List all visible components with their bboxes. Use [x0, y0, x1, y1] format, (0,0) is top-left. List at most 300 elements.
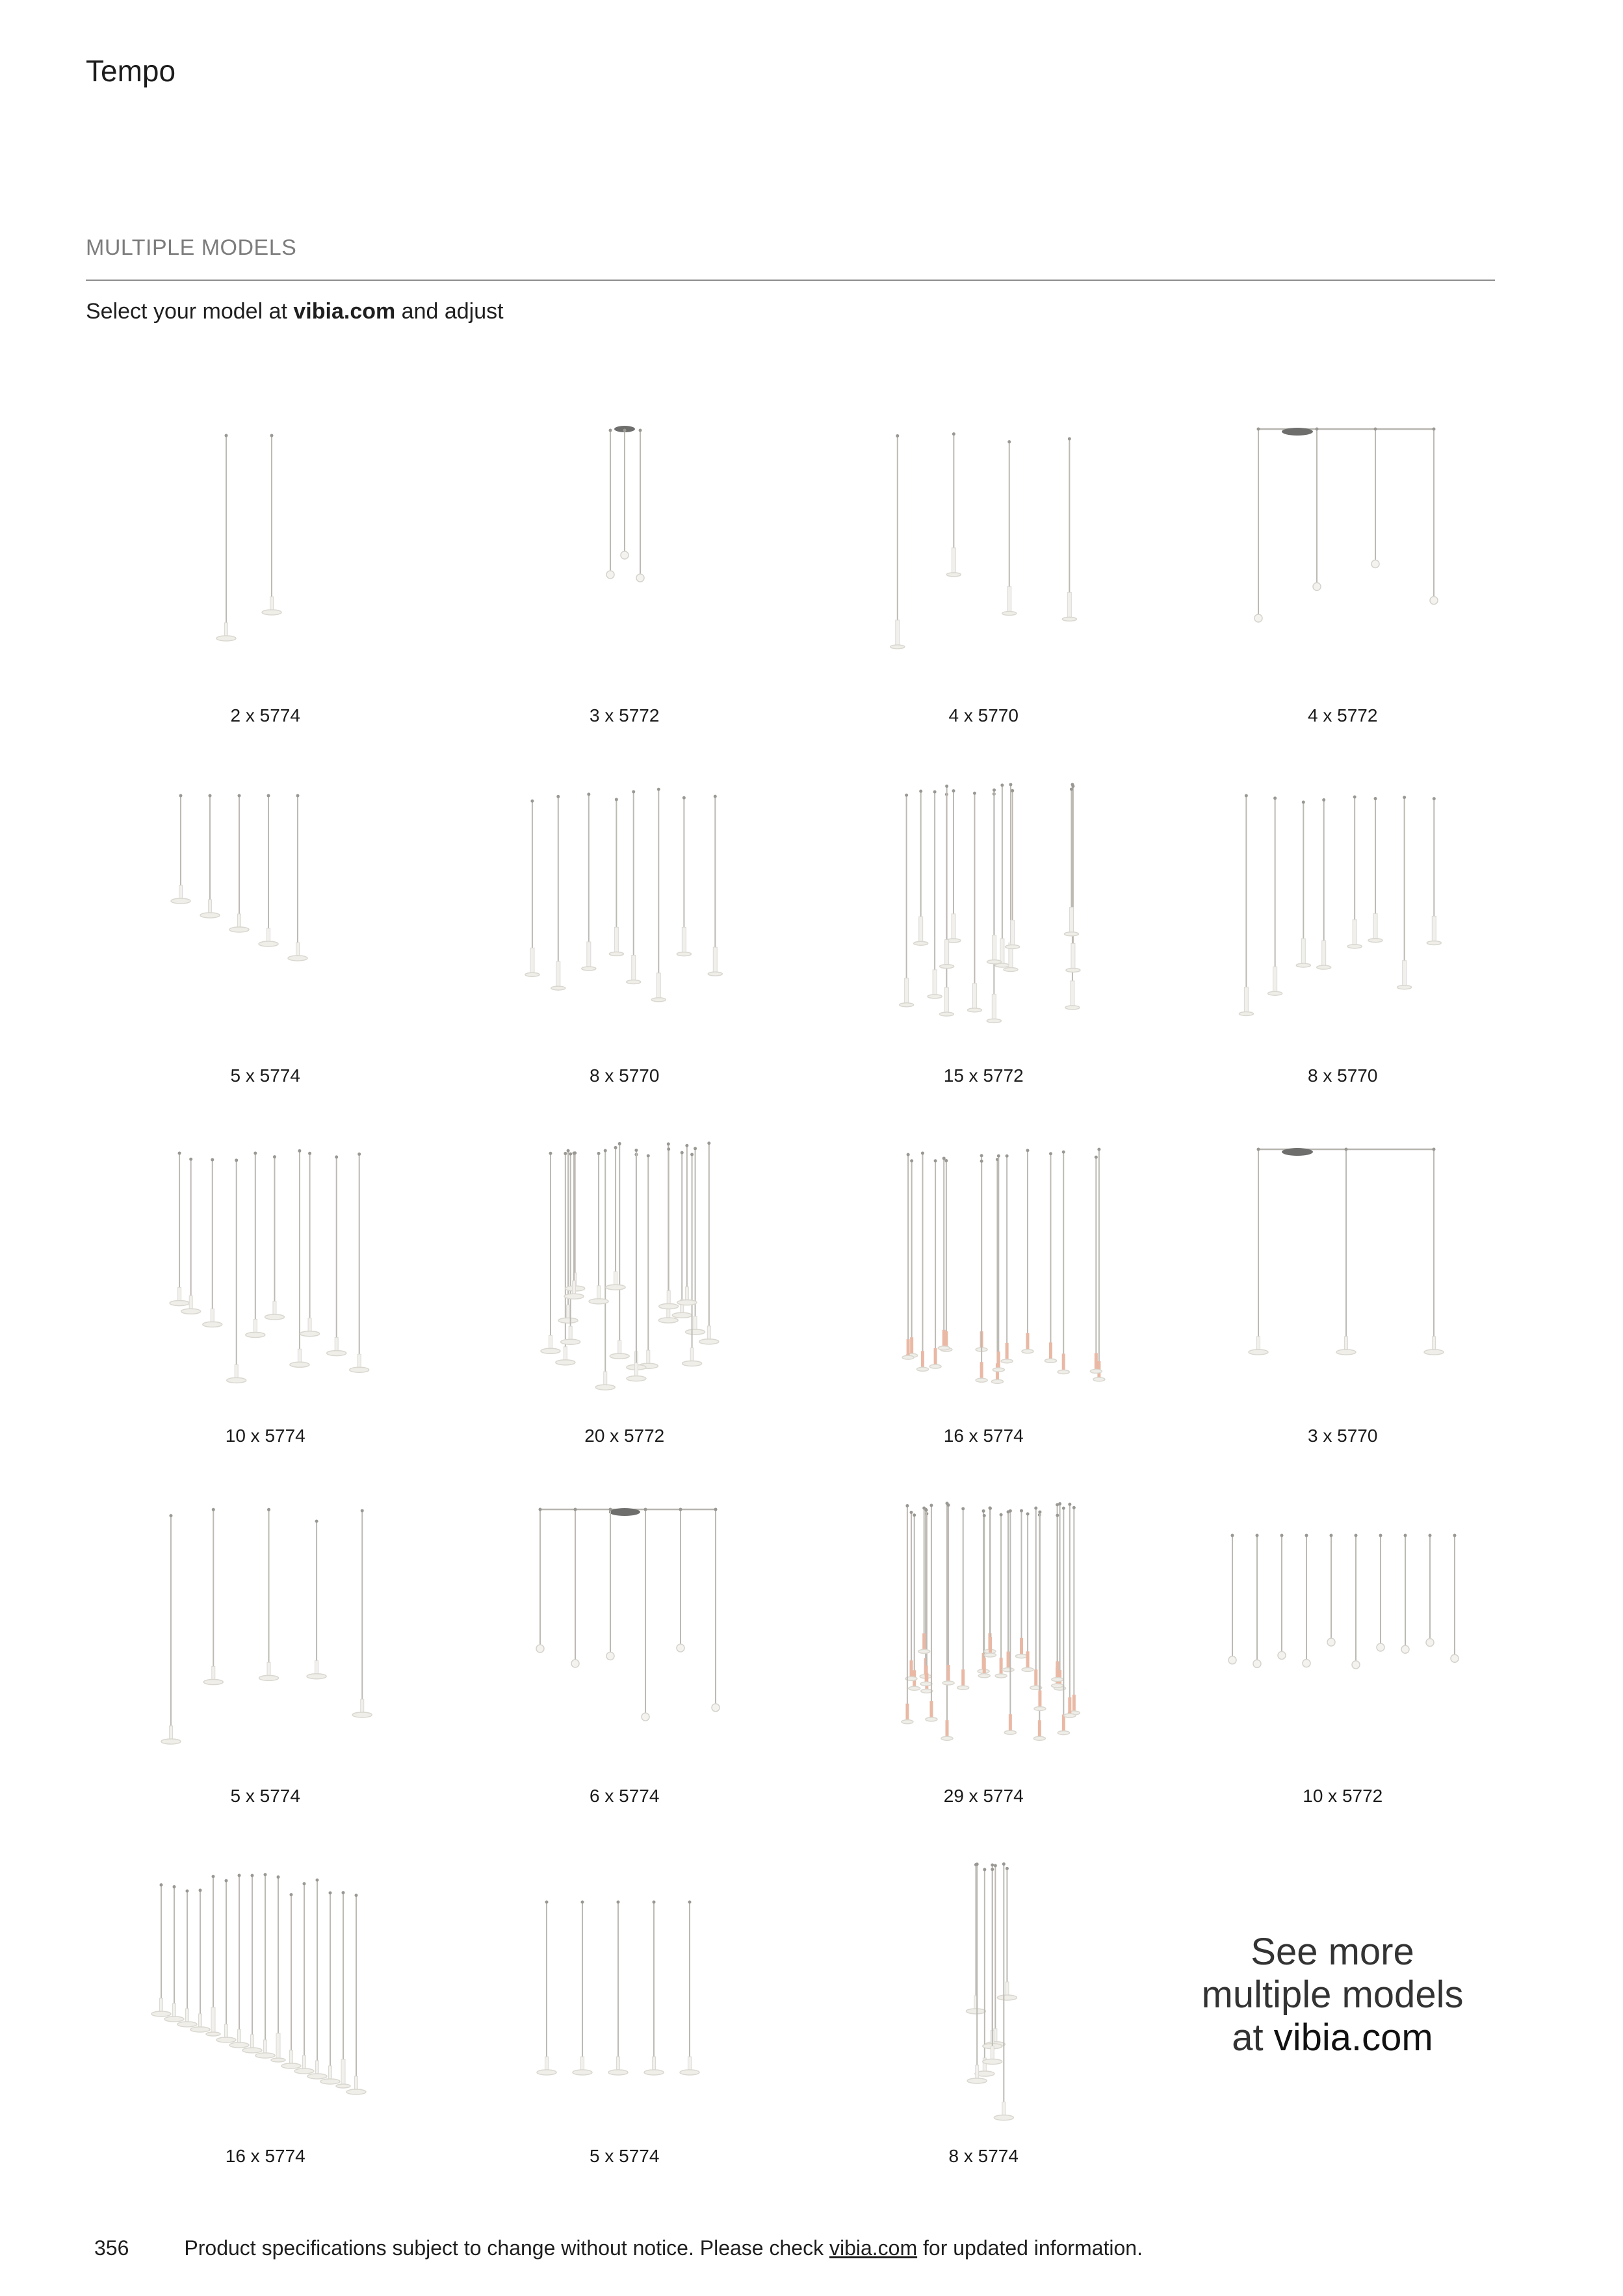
- ceiling-rose: [315, 1520, 318, 1523]
- lamp-glow: [905, 1704, 909, 1721]
- ceiling-rose: [1379, 1534, 1382, 1537]
- globe-diffuser: [536, 1645, 544, 1652]
- lamp-body: [991, 2046, 994, 2060]
- lamp-tube: [1067, 592, 1071, 618]
- model-card[interactable]: [1163, 1136, 1523, 1496]
- ceiling-rose: [614, 1146, 617, 1149]
- lamp-body: [308, 1318, 311, 1333]
- lamp-body: [566, 1305, 569, 1319]
- disc-diffuser: [564, 1294, 584, 1299]
- disc-diffuser: [1066, 968, 1080, 972]
- model-illustration: [135, 1136, 395, 1422]
- ceiling-rose: [169, 1514, 172, 1517]
- model-card[interactable]: [1163, 416, 1523, 776]
- disc-diffuser: [966, 2009, 985, 2014]
- lamp-body: [251, 2035, 254, 2049]
- ceiling-rose: [942, 1156, 946, 1160]
- ceiling-rose: [679, 1508, 682, 1511]
- disc-diffuser: [265, 1314, 284, 1320]
- ceiling-rose: [296, 794, 300, 798]
- lamp-glow: [1020, 1638, 1023, 1655]
- model-illustration: [1213, 1496, 1473, 1782]
- disc-diffuser: [967, 1008, 981, 1012]
- disc-diffuser: [551, 986, 565, 990]
- lamp-tube: [1011, 920, 1015, 946]
- disc-diffuser: [987, 960, 1002, 964]
- footer-link[interactable]: vibia.com: [829, 2236, 918, 2260]
- lamp-body: [564, 1347, 567, 1361]
- lamp-body: [1344, 1337, 1347, 1351]
- disc-diffuser: [246, 1332, 265, 1337]
- disc-diffuser: [320, 2079, 340, 2084]
- model-illustration: [853, 1857, 1113, 2143]
- ceiling-rose: [298, 1149, 301, 1153]
- model-caption: 10 x 5772: [1303, 1786, 1383, 1806]
- ceiling-rose: [617, 1142, 621, 1145]
- lamp-glow: [947, 1665, 950, 1682]
- lamp-body: [235, 1364, 238, 1379]
- disc-diffuser: [1267, 991, 1282, 995]
- lamp-body: [1002, 2102, 1006, 2117]
- lamp-body: [603, 1372, 606, 1386]
- disc-diffuser: [658, 1304, 678, 1309]
- intro-text: [86, 299, 504, 324]
- disc-diffuser: [151, 2011, 171, 2016]
- globe-diffuser: [1451, 1654, 1459, 1662]
- disc-diffuser: [685, 1329, 705, 1335]
- footer-suffix: for updated information.: [917, 2236, 1143, 2260]
- disc-diffuser: [916, 1367, 928, 1371]
- lamp-glow: [989, 1637, 992, 1654]
- globe-diffuser: [621, 551, 629, 559]
- lamp-tube: [530, 948, 534, 974]
- see-more-block: [1118, 1931, 1547, 2059]
- ceiling-rose: [1034, 1507, 1037, 1510]
- ceiling-rose: [1002, 1862, 1006, 1866]
- ceiling-rose: [225, 1879, 228, 1883]
- section-label: MULTIPLE MODELS: [86, 235, 297, 260]
- ceiling-rose: [335, 1155, 338, 1158]
- model-illustration: [495, 1857, 755, 2143]
- lamp-glow: [1026, 1651, 1030, 1668]
- disc-diffuser: [995, 1674, 1007, 1678]
- ceiling-rose: [652, 1901, 655, 1904]
- disc-diffuser: [626, 1376, 645, 1381]
- disc-diffuser: [229, 2042, 249, 2048]
- ceiling-rose: [597, 1152, 600, 1155]
- lamp-body: [652, 2057, 655, 2071]
- lamp-body: [316, 2061, 319, 2075]
- ceiling-rose: [225, 434, 228, 437]
- model-illustration: [495, 776, 755, 1062]
- lamp-tube: [1244, 987, 1248, 1013]
- lamp-tube: [276, 2033, 280, 2059]
- footer-prefix: Product specifications subject to change without notice. Please check: [184, 2236, 829, 2260]
- models-grid: [86, 416, 1522, 2184]
- model-caption: 2 x 5774: [230, 705, 300, 725]
- disc-diffuser: [1052, 1684, 1063, 1688]
- lamp-tube: [972, 984, 976, 1010]
- ceiling-rose: [530, 800, 534, 803]
- ceiling-rose: [1020, 1509, 1023, 1513]
- ceiling-rose: [1305, 1534, 1308, 1537]
- lamp-tube: [992, 994, 996, 1020]
- ceiling-rose: [623, 429, 626, 432]
- ceiling-rose: [235, 1158, 238, 1162]
- disc-diffuser: [336, 2084, 350, 2088]
- ceiling-rose: [587, 792, 590, 796]
- disc-diffuser: [983, 2059, 1002, 2064]
- disc-diffuser: [914, 941, 928, 945]
- model-card[interactable]: [445, 1136, 805, 1496]
- ceiling-rose: [991, 1868, 994, 1871]
- ceiling-rose: [1007, 440, 1011, 443]
- lamp-glow: [983, 1658, 986, 1675]
- lamp-body: [1432, 1337, 1435, 1351]
- disc-diffuser: [993, 1368, 1004, 1372]
- ceiling-rose: [643, 1508, 647, 1511]
- disc-diffuser: [307, 1674, 326, 1679]
- lamp-tube: [341, 2059, 345, 2085]
- lamp-tube: [211, 2007, 215, 2033]
- lamp-tube: [1301, 939, 1305, 965]
- ceiling-rose: [1256, 428, 1260, 431]
- see-more-line2: multiple models: [1201, 1974, 1464, 2016]
- disc-diffuser: [203, 1680, 223, 1685]
- lamp-body: [315, 1661, 318, 1675]
- ceiling-rose: [1070, 788, 1073, 791]
- disc-diffuser: [1427, 941, 1441, 945]
- globe-diffuser: [1426, 1639, 1434, 1647]
- ceiling-rose: [608, 1508, 612, 1511]
- lamp-tube: [919, 917, 923, 943]
- disc-diffuser: [170, 1301, 189, 1306]
- lamp-tube: [952, 914, 955, 940]
- lamp-glow: [961, 1669, 965, 1686]
- ceiling-rose: [690, 1153, 694, 1156]
- disc-diffuser: [658, 1318, 678, 1323]
- lamp-tube: [945, 940, 949, 966]
- globe-diffuser: [1303, 1660, 1310, 1667]
- lamp-tube: [1321, 941, 1325, 967]
- model-card[interactable]: [804, 776, 1163, 1136]
- lamp-glow: [1034, 1669, 1037, 1686]
- model-caption: 6 x 5774: [590, 1786, 660, 1806]
- ceiling-rose: [1230, 1534, 1234, 1537]
- lamp-glow: [980, 1362, 983, 1379]
- ceiling-canopy: [609, 1508, 640, 1516]
- ceiling-rose: [713, 795, 716, 798]
- ceiling-rose: [549, 1152, 552, 1155]
- disc-diffuser: [262, 610, 281, 615]
- ceiling-rose: [1329, 1534, 1332, 1537]
- ceiling-rose: [656, 788, 660, 791]
- disc-diffuser: [928, 995, 942, 998]
- lamp-glow: [946, 1720, 949, 1737]
- ceiling-rose: [342, 1891, 345, 1894]
- ceiling-rose: [945, 785, 948, 788]
- disc-diffuser: [255, 2053, 275, 2058]
- disc-diffuser: [555, 1360, 575, 1365]
- ceiling-rose: [1026, 1149, 1029, 1152]
- ceiling-rose: [1097, 1148, 1100, 1151]
- ceiling-rose: [238, 794, 241, 798]
- ceiling-rose: [994, 1864, 997, 1867]
- ceiling-rose: [264, 1873, 267, 1876]
- ceiling-rose: [267, 1508, 270, 1511]
- model-card[interactable]: [804, 1136, 1163, 1496]
- disc-diffuser: [1006, 945, 1020, 948]
- lamp-body: [569, 1326, 572, 1340]
- ceiling-rose: [666, 1142, 669, 1145]
- lamp-body: [303, 2055, 306, 2070]
- ceiling-rose: [1256, 1148, 1260, 1151]
- ceiling-rose: [913, 1513, 916, 1517]
- model-card[interactable]: [804, 1857, 1163, 2217]
- model-card[interactable]: [804, 416, 1163, 776]
- disc-diffuser: [699, 1339, 718, 1344]
- ceiling-rose: [603, 1149, 606, 1153]
- model-illustration: [135, 776, 395, 1062]
- globe-diffuser: [677, 1644, 684, 1652]
- ceiling-rose: [1056, 1514, 1059, 1517]
- ceiling-rose: [1068, 437, 1071, 441]
- ceiling-rose: [277, 1875, 280, 1879]
- ceiling-rose: [1403, 1534, 1407, 1537]
- lamp-body: [179, 885, 183, 900]
- ceiling-rose: [1322, 798, 1325, 802]
- ceiling-rose: [688, 1901, 691, 1904]
- lamp-glow: [1072, 1695, 1076, 1712]
- ceiling-rose: [976, 1862, 979, 1866]
- model-card[interactable]: [86, 1136, 445, 1496]
- model-card[interactable]: [445, 1496, 805, 1857]
- disc-diffuser: [918, 1649, 930, 1653]
- globe-diffuser: [712, 1704, 720, 1712]
- lamp-glow: [1056, 1662, 1059, 1678]
- disc-diffuser: [1336, 1350, 1356, 1355]
- ceiling-rose: [178, 1151, 181, 1155]
- disc-diffuser: [1034, 1706, 1046, 1710]
- globe-diffuser: [1401, 1645, 1409, 1653]
- lamp-body: [186, 2009, 189, 2023]
- lamp-glow: [1006, 1343, 1009, 1360]
- ceiling-rose: [910, 1511, 913, 1514]
- disc-diffuser: [909, 1686, 920, 1690]
- model-illustration: [853, 416, 1113, 702]
- model-card[interactable]: [804, 1496, 1163, 1857]
- model-caption: 3 x 5772: [590, 705, 660, 725]
- lamp-body: [298, 1349, 301, 1363]
- disc-diffuser: [900, 1003, 914, 1007]
- ceiling-rose: [564, 1152, 567, 1155]
- globe-diffuser: [1228, 1656, 1236, 1664]
- ceiling-rose: [1403, 796, 1406, 799]
- disc-diffuser: [589, 1299, 608, 1304]
- model-caption: 8 x 5770: [590, 1065, 660, 1086]
- lamp-body: [264, 2040, 267, 2054]
- see-more-link[interactable]: vibia.com: [1273, 2016, 1433, 2059]
- lamp-body: [355, 2076, 358, 2091]
- disc-diffuser: [902, 1355, 914, 1359]
- globe-diffuser: [606, 571, 614, 579]
- disc-diffuser: [680, 2070, 699, 2075]
- lamp-glow: [907, 1339, 910, 1356]
- disc-diffuser: [682, 1361, 701, 1366]
- ceiling-rose: [907, 1153, 910, 1156]
- model-card[interactable]: [1163, 1496, 1523, 1857]
- model-illustration: [853, 776, 1113, 1062]
- disc-diffuser: [1002, 612, 1017, 616]
- ceiling-rose: [919, 790, 922, 793]
- lamp-body: [253, 1319, 257, 1333]
- globe-diffuser: [1278, 1651, 1286, 1659]
- ceiling-rose: [1038, 1510, 1041, 1513]
- ceiling-rose: [545, 1901, 548, 1904]
- lamp-body: [273, 1301, 276, 1316]
- disc-diffuser: [1022, 1350, 1033, 1353]
- model-caption: 8 x 5770: [1308, 1065, 1378, 1086]
- model-illustration: [1213, 776, 1473, 1062]
- lamp-body: [211, 1309, 214, 1323]
- ceiling-rose: [1072, 1506, 1076, 1509]
- lamp-tube: [1432, 917, 1436, 943]
- disc-diffuser: [216, 636, 236, 641]
- ceiling-rose: [680, 1151, 683, 1155]
- disc-diffuser: [294, 2068, 314, 2074]
- ceiling-rose: [973, 792, 976, 795]
- lamp-tube: [1069, 907, 1073, 933]
- disc-diffuser: [1022, 1667, 1033, 1671]
- lamp-body: [634, 1363, 638, 1377]
- ceiling-rose: [1373, 428, 1377, 431]
- ceiling-rose: [209, 794, 212, 798]
- disc-diffuser: [190, 2027, 210, 2032]
- lamp-glow: [1068, 1697, 1071, 1714]
- ceiling-rose: [573, 1508, 577, 1511]
- ceiling-rose: [997, 1155, 1000, 1158]
- model-caption: 20 x 5772: [584, 1426, 665, 1446]
- model-illustration: [135, 1496, 395, 1782]
- ceiling-rose: [638, 429, 642, 432]
- disc-diffuser: [957, 1686, 969, 1689]
- ceiling-rose: [632, 790, 635, 793]
- ceiling-rose: [921, 1151, 924, 1155]
- disc-diffuser: [942, 1681, 954, 1685]
- ceiling-rose: [566, 1149, 569, 1153]
- ceiling-rose: [1354, 1534, 1357, 1537]
- disc-diffuser: [1062, 617, 1076, 621]
- disc-diffuser: [626, 980, 640, 984]
- disc-diffuser: [938, 1346, 950, 1350]
- model-card[interactable]: [86, 1857, 445, 2217]
- disc-diffuser: [595, 1385, 615, 1390]
- lamp-body: [199, 2014, 202, 2028]
- model-illustration: [1213, 416, 1473, 702]
- lamp-body: [1256, 1337, 1260, 1351]
- model-card[interactable]: [86, 1496, 445, 1857]
- model-illustration: [853, 1496, 1113, 1782]
- disc-diffuser: [991, 1379, 1003, 1383]
- model-illustration: [135, 1857, 395, 2143]
- lamp-body: [1006, 1982, 1009, 1996]
- disc-diffuser: [672, 1312, 692, 1318]
- lamp-tube: [1273, 967, 1277, 993]
- lamp-tube: [905, 978, 909, 1004]
- ceiling-rose: [199, 1888, 202, 1892]
- lamp-body: [976, 2065, 979, 2080]
- ceiling-rose: [329, 1891, 332, 1894]
- model-card[interactable]: [86, 776, 445, 1136]
- lamp-body: [688, 2057, 691, 2071]
- disc-diffuser: [352, 1712, 372, 1717]
- disc-diffuser: [708, 972, 722, 976]
- model-card[interactable]: [445, 416, 805, 776]
- model-card[interactable]: [1163, 776, 1523, 1136]
- ceiling-rose: [308, 1152, 311, 1155]
- model-caption: 5 x 5774: [590, 2146, 660, 2166]
- ceiling-rose: [1301, 800, 1305, 803]
- lamp-glow: [1038, 1690, 1041, 1707]
- disc-diffuser: [290, 1362, 309, 1367]
- ceiling-rose: [980, 1154, 983, 1157]
- disc-diffuser: [288, 956, 307, 961]
- ceiling-rose: [1432, 428, 1435, 431]
- globe-diffuser: [1313, 582, 1321, 590]
- model-caption: 5 x 5774: [230, 1786, 300, 1806]
- disc-diffuser: [259, 1675, 279, 1680]
- globe-diffuser: [1377, 1643, 1384, 1651]
- see-more-prefix: at: [1232, 2016, 1274, 2059]
- disc-diffuser: [281, 2063, 301, 2068]
- lamp-body: [357, 1354, 361, 1368]
- ceiling-rose: [714, 1508, 717, 1511]
- ceiling-rose: [189, 1158, 192, 1161]
- disc-diffuser: [1397, 985, 1411, 989]
- disc-diffuser: [984, 1653, 996, 1657]
- model-card[interactable]: [445, 1857, 805, 2217]
- disc-diffuser: [1347, 945, 1362, 948]
- ceiling-rose: [646, 1154, 649, 1157]
- section-divider: [86, 280, 1495, 281]
- see-more-line3: [1118, 2016, 1547, 2059]
- ceiling-rose: [1095, 1156, 1098, 1159]
- disc-diffuser: [164, 2016, 184, 2022]
- ceiling-rose: [694, 1147, 697, 1150]
- ceiling-rose: [980, 1160, 983, 1163]
- lamp-body: [296, 943, 300, 957]
- model-card[interactable]: [86, 416, 445, 776]
- lamp-glow: [1000, 1658, 1003, 1675]
- ceiling-rose: [667, 1147, 670, 1151]
- lamp-body: [225, 623, 228, 637]
- page-footer: [94, 2236, 1143, 2260]
- ceiling-rose: [1273, 796, 1277, 800]
- intro-link[interactable]: vibia.com: [293, 299, 396, 324]
- globe-diffuser: [1352, 1661, 1360, 1669]
- disc-diffuser: [926, 1717, 937, 1721]
- model-illustration: [495, 416, 755, 702]
- ceiling-rose: [179, 794, 183, 798]
- ceiling-rose: [1068, 1503, 1071, 1506]
- ceiling-rose: [316, 1879, 319, 1882]
- disc-diffuser: [1064, 932, 1078, 936]
- lamp-body: [212, 1667, 215, 1681]
- globe-diffuser: [642, 1713, 649, 1721]
- ceiling-rose: [267, 794, 270, 798]
- ceiling-rose: [355, 1894, 358, 1897]
- model-card[interactable]: [445, 776, 805, 1136]
